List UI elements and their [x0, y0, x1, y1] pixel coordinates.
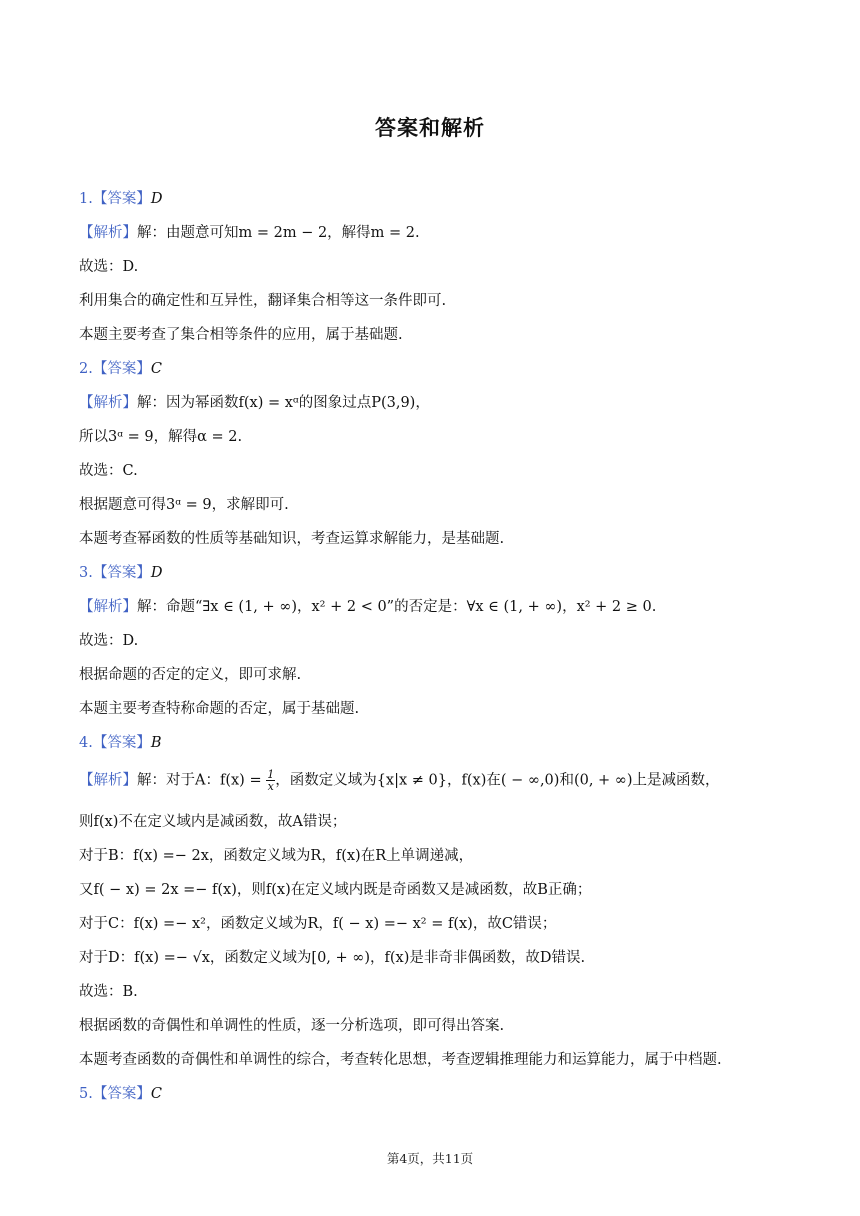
question-number: 2. [79, 361, 93, 377]
text-line: 本题主要考查了集合相等条件的应用，属于基础题. [79, 327, 403, 343]
analysis-text-a: 解：对于A：f(x) = [137, 772, 267, 789]
text-line: 故选：B. [79, 984, 138, 1000]
answer-3 [79, 563, 162, 583]
fraction-denominator: x [267, 780, 274, 793]
text-line: 根据命题的否定的定义，即可求解. [79, 667, 302, 683]
text-line: 故选：D. [79, 633, 139, 649]
text-line: 本题考查函数的奇偶性和单调性的综合，考查转化思想，考查逻辑推理能力和运算能力，属于中档题. [79, 1052, 722, 1068]
text-line: 利用集合的确定性和互异性，翻译集合相等这一条件即可. [79, 293, 447, 309]
question-number: 1. [79, 191, 93, 207]
answer-tag: 【答案】 [92, 361, 151, 377]
text-line: 对于C：f(x) =− x²，函数定义域为R，f( − x) =− x² = f(x)，故C错误； [79, 916, 557, 932]
text-line: 本题考查幂函数的性质等基础知识，考查运算求解能力，是基础题. [79, 531, 505, 547]
answer-tag: 【答案】 [92, 735, 151, 751]
answer-value: D [150, 565, 163, 581]
text-line: 又f( − x) = 2x =− f(x)，则f(x)在定义域内既是奇函数又是减函数，故B正确； [79, 882, 592, 898]
answer-5 [79, 1084, 162, 1104]
fraction [266, 769, 275, 792]
text-line: 对于B：f(x) =− 2x，函数定义域为R，f(x)在R上单调递减， [79, 848, 474, 864]
answer-4 [79, 733, 162, 753]
answer-tag: 【答案】 [92, 191, 151, 207]
analysis-tag: 【解析】 [79, 599, 137, 615]
question-number: 4. [79, 735, 93, 751]
analysis-text: 解：由题意可知m = 2m − 2，解得m = 2. [137, 225, 420, 241]
answer-tag: 【答案】 [92, 565, 151, 581]
question-number: 5. [79, 1086, 93, 1102]
text-line: 则f(x)不在定义域内是减函数，故A错误； [79, 814, 347, 830]
question-number: 3. [79, 565, 93, 581]
text-line: 对于D：f(x) =− √x，函数定义域为[0, + ∞)，f(x)是非奇非偶函数，故D错误. [79, 950, 586, 966]
answer-value: B [150, 735, 162, 751]
text-line: 本题主要考查特称命题的否定，属于基础题. [79, 701, 360, 717]
answer-1 [79, 189, 162, 209]
text-line: 根据题意可得3ᵅ = 9，求解即可. [79, 497, 289, 513]
analysis-1 [79, 223, 420, 243]
answer-value: D [150, 191, 163, 207]
answer-value: C [150, 1086, 162, 1102]
analysis-tag: 【解析】 [79, 772, 137, 789]
answer-2 [79, 359, 162, 379]
text-line: 故选：C. [79, 463, 138, 479]
analysis-tag: 【解析】 [79, 225, 137, 241]
analysis-tag: 【解析】 [79, 395, 137, 411]
answer-tag: 【答案】 [92, 1086, 151, 1102]
fraction-numerator: 1 [267, 768, 275, 781]
analysis-text: 解：因为幂函数f(x) = xᵅ的图象过点P(3,9)， [137, 395, 430, 411]
text-line: 故选：D. [79, 259, 139, 275]
analysis-2 [79, 393, 430, 413]
page-footer: 第4页，共11页 [386, 1151, 474, 1166]
text-line: 根据函数的奇偶性和单调性的性质，逐一分析选项，即可得出答案. [79, 1018, 505, 1034]
analysis-text-b: ，函数定义域为{x|x ≠ 0}，f(x)在( − ∞,0)和(0, + ∞)上是减函数， [275, 772, 720, 789]
page-title: 答案和解析 [375, 116, 485, 140]
text-line: 所以3ᵅ = 9，解得α = 2. [79, 429, 243, 445]
answer-value: C [150, 361, 162, 377]
analysis-3 [79, 597, 656, 617]
analysis-4 [79, 769, 720, 792]
analysis-text: 解：命题“∃x ∈ (1, + ∞)，x² + 2 < 0”的否定是：∀x ∈ (1, + ∞)，x² + 2 ≥ 0. [137, 599, 657, 615]
